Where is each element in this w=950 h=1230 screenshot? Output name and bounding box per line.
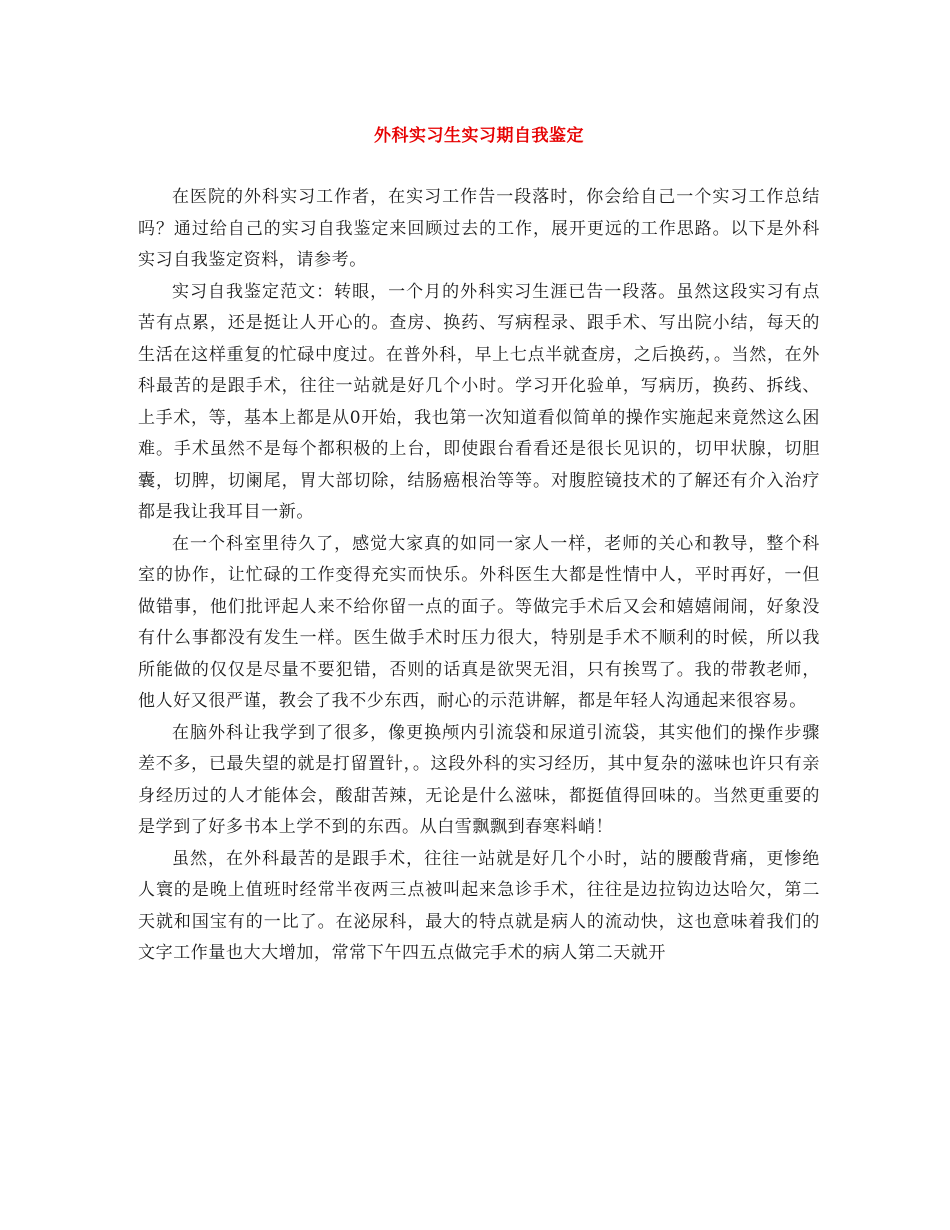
paragraph-sample-essay: 实习自我鉴定范文：转眼，一个月的外科实习生涯已告一段落。虽然这段实习有点苦有点累，还是挺让人开心的。查房、换药、写病程录、跟手术、写出院小结，每天的生活在这样重复的忙碌中度过。在普外科，早上七点半就查房，之后换药，。当然，在外科最苦的是跟手术，往往一站就是好几个小时。学习开化验单，写病历，换药、拆线、上手术，等，基本上都是从0开始，我也第一次知道看似简单的操作实施起来竟然这么困难。手术虽然不是每个都积极的上台，即使跟台看看还是很长见识的，切甲状腺，切胆囊，切脾，切阑尾，胃大部切除，结肠癌根治等等。对腹腔镜技术的了解还有介入治疗都是我让我耳目一新。 [138, 281, 820, 522]
document-title: 外科实习生实习期自我鉴定 [374, 126, 584, 146]
paragraph-neurosurgery: 在脑外科让我学到了很多，像更换颅内引流袋和尿道引流袋，其实他们的操作步骤差不多，已最失望的就是打留置针，。这段外科的实习经历，其中复杂的滋味也许只有亲身经历过的人才能体会，酸甜苦辣，无论是什么滋味，都挺值得回味的。当然更重要的是学到了好多书本上学不到的东西。从白雪飘飘到春寒料峭！ [138, 722, 820, 837]
paragraph-intro: 在医院的外科实习工作者，在实习工作告一段落时，你会给自己一个实习工作总结吗？通过给自己的实习自我鉴定来回顾过去的工作，展开更远的工作思路。以下是外科实习自我鉴定资料，请参考。 [138, 187, 820, 270]
paragraph-urology: 虽然，在外科最苦的是跟手术，往往一站就是好几个小时，站的腰酸背痛，更惨绝人寰的是晚上值班时经常半夜两三点被叫起来急诊手术，往往是边拉钩边达哈欠，第二天就和国宝有的一比了。在泌尿科，最大的特点就是病人的流动快，这也意味着我们的文字工作量也大大增加，常常下午四五点做完手术的病人第二天就开 [138, 848, 820, 963]
paragraph-department-team: 在一个科室里待久了，感觉大家真的如同一家人一样，老师的关心和教导，整个科室的协作，让忙碌的工作变得充实而快乐。外科医生大都是性情中人，平时再好，一但做错事，他们批评起人来不给你留一点的面子。等做完手术后又会和嬉嬉闹闹，好象没有什么事都没有发生一样。医生做手术时压力很大，特别是手术不顺利的时候，所以我所能做的仅仅是尽量不要犯错，否则的话真是欲哭无泪，只有挨骂了。我的带教老师，他人好又很严谨，教会了我不少东西，耐心的示范讲解，都是年轻人沟通起来很容易。 [138, 533, 820, 711]
